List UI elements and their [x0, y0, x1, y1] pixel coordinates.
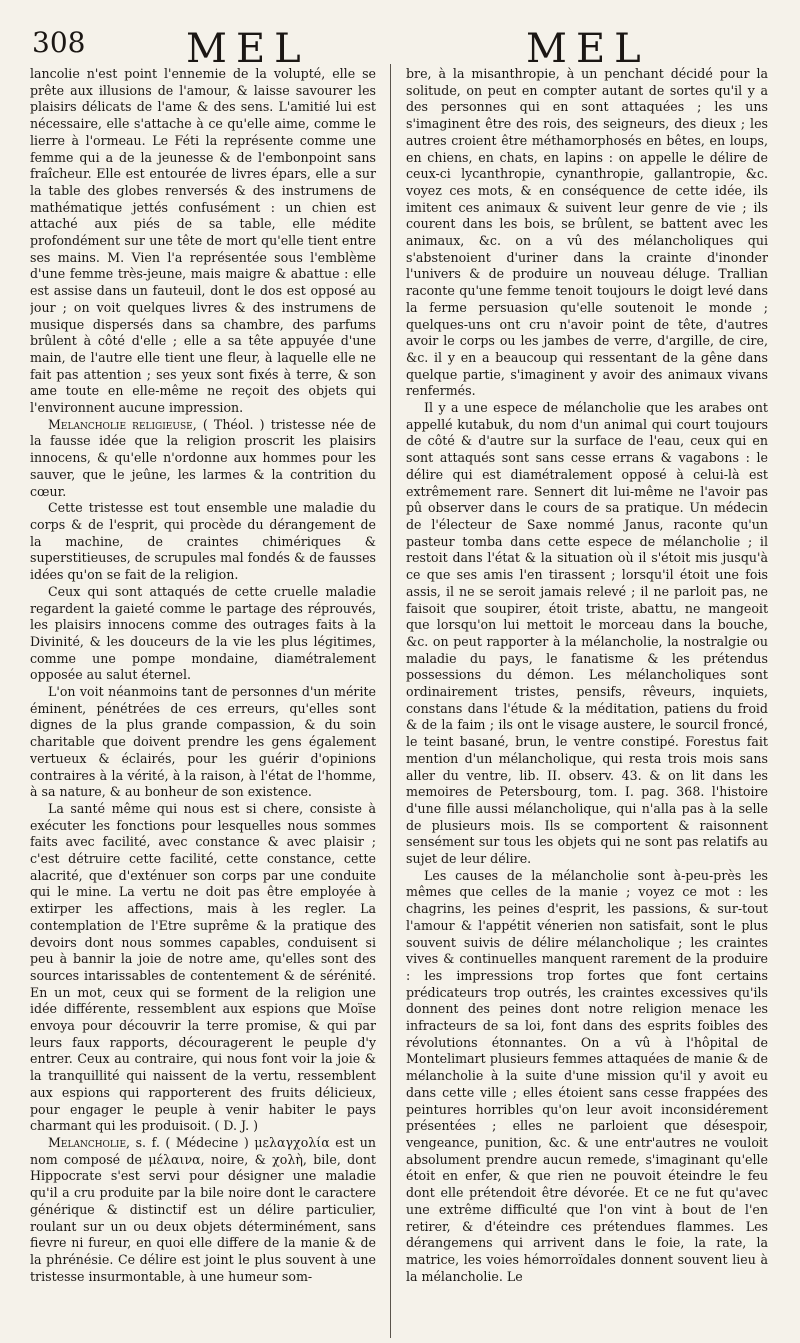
- running-head-right: MEL: [526, 26, 650, 72]
- page-number: 308: [32, 26, 86, 59]
- paragraph-text: Les causes de la mélancholie sont à-peu-près les mêmes que celles de la manie ; voyez ce mot : les chagrins, les peines d'esprit, les passions, & sur-tout l'amour & l'appétit vénerien non satisfait, sont le plus souvent suivis de délire mélancholique ; les craintes vives & continuelles manquent rarement de la produire : les impressions trop fortes que font certains prédicateurs trop outrés, les craintes excessives qu'ils donnent des peines dont notre religion menace les infracteurs de sa loi, font dans des esprits foibles des révolutions étonnantes. On a vû à l'hôpital de Montelimart plusieurs femmes attaquées de manie & de mélancholie à la suite d'une mission qu'il y avoit eu dans cette ville ; elles étoient sans cesse frappées des peintures horribles qu'on leur avoit inconsidérement présentées ; elles ne parloient que désespoir, vengeance, punition, &c. & une entr'autres ne vouloit absolument prendre aucun remede, s'imaginant qu'elle étoit en enfer, & que rien ne pouvoit éteindre le feu dont elle prétendoit être dévorée. Et ce ne fut qu'avec une extrême difficulté que l'on vint à bout de l'en retirer, & d'éteindre ces prétendues flammes. Les dérangemens qui arrivent dans le foie, la rate, la matrice, les voies hémorroïdales donnent souvent lieu à la mélancholie. Le: [406, 867, 768, 1284]
- page-header: [0, 0, 800, 72]
- paragraph: [30, 1135, 376, 1285]
- paragraph-text: Cette tristesse est tout ensemble une maladie du corps & de l'esprit, qui procède du dérangement de la machine, de craintes chimériques & superstitieuses, de scrupules mal fondés & de fausses idées qu'on se fait de la religion.: [30, 500, 376, 583]
- paragraph-text: L'on voit néanmoins tant de personnes d'un mérite éminent, pénétrées de ces erreurs, qu'elles sont dignes de la plus grande compassion, & du soin charitable que doivent prendre les gens également vertueux & éclairés, pour les guérir d'opinions contraires à la vérité, à la raison, à l'état de l'homme, à sa nature, & au bonheur de son existence.: [30, 684, 376, 800]
- paragraph: [30, 801, 376, 1135]
- paragraph: [406, 868, 768, 1286]
- paragraph: [406, 66, 768, 400]
- paragraph: [30, 417, 376, 501]
- paragraph-text: Ceux qui sont attaqués de cette cruelle maladie regardent la gaieté comme le partage des réprouvés, les plaisirs innocens comme des outrages faits à la Divinité, & les douceurs de la vie les plus légitimes, comme une pompe mondaine, diamétralement opposée au salut éternel.: [30, 583, 376, 683]
- paragraph-text: bre, à la misanthropie, à un penchant décidé pour la solitude, on peut en compter autant de sortes qu'il y a des personnes qui en sont attaquées ; les uns s'imaginent être des rois, des seigneurs, des dieux ; les autres croient être méthamorphosés en bêtes, en loups, en chiens, en chats, en lapins : on appelle le délire de ceux-ci lycanthropie, cynanthropie, gallantropie, &c. voyez ces mots, & en conséquence de cette idée, ils imitent ces animaux & suivent leur genre de vie ; ils courent dans les bois, se brûlent, se battent avec les animaux, &c. on a vû des mélancholiques qui s'abstenoient d'uriner dans la crainte d'inonder l'univers & de produire un nouveau déluge. Trallian raconte qu'une femme tenoit toujours le doigt levé dans la ferme persuasion qu'elle soutenoit le monde ; quelques-uns ont cru n'avoir point de tête, d'autres avoir le corps ou les jambes de verre, d'argille, de cire, &c. il y en a beaucoup qui ressentant de la gêne dans quelque partie, s'imaginent y avoir des animaux vivans renfermés.: [406, 66, 768, 399]
- entry-heading: Melancholie,: [48, 1135, 131, 1150]
- paragraph-text: lancolie n'est point l'ennemie de la volupté, elle se prête aux illusions de l'amour, & laisse savourer les plaisirs délicats de l'ame & des sens. L'amitié lui est nécessaire, elle s'attache à ce qu'elle aime, comme le lierre à l'ormeau. Le Féti la représente comme une femme qui a de la jeunesse & de l'embonpoint sans fraîcheur. Elle est entourée de livres épars, elle a sur la table des globes renversés & des instrumens de mathématique jettés confusément : un chien est attaché aux piés de sa table, elle médite profondément sur une tête de mort qu'elle tient entre ses mains. M. Vien l'a représentée sous l'emblème d'une femme très-jeune, mais maigre & abattue : elle est assise dans un fauteuil, dont le dos est opposé au jour ; on voit quelques livres & des instrumens de musique dispersés dans sa chambre, des parfums brûlent à côté d'elle ; elle a sa tête appuyée d'une main, de l'autre elle tient une fleur, à laquelle elle ne fait pas attention ; ses yeux sont fixés à terre, & son ame toute en elle-même ne reçoit des objets qui l'environnent aucune impression.: [30, 66, 376, 416]
- paragraph-text: s. f. ( Médecine ) μελαγχολία est un nom composé de μέλαινα, noire, & χολὴ, bile, dont Hippocrate s'est servi pour désigner une maladie qu'il a cru produite par la bile noire dont le caractere générique & distinctif est un délire particulier, roulant sur un ou deux objets déterminément, sans fievre ni fureur, en quoi elle differe de la manie & de la phrénésie. Ce délire est joint le plus souvent à une tristesse insurmontable, à une humeur som-: [30, 1135, 376, 1284]
- paragraph: [30, 684, 376, 801]
- paragraph-text: La santé même qui nous est si chere, consiste à exécuter les fonctions pour lesquelles nous sommes faits avec facilité, avec constance & avec plaisir ; c'est détruire cette facilité, cette constance, cette alacrité, que d'exténuer son corps par une conduite qui le mine. La vertu ne doit pas être employée à extirper les affections, mais à les regler. La contemplation de l'Etre suprême & la pratique des devoirs dont nous sommes capables, conduisent si peu à bannir la joie de notre ame, qu'elles sont des sources intarissables de contentement & de sérénité. En un mot, ceux qui se forment de la religion une idée différente, ressemblent aux espions que Moïse envoya pour découvrir la terre promise, & qui par leurs faux rapports, découragerent le peuple d'y entrer. Ceux au contraire, qui nous font voir la joie & la tranquillité qui naissent de la vertu, ressemblent aux espions qui rapporterent des fruits délicieux, pour engager le peuple à venir habiter le pays charmant qui les produisoit. ( D. J. ): [30, 800, 376, 1134]
- paragraph: [406, 400, 768, 868]
- entry-heading: Melancholie religieuse,: [48, 416, 197, 432]
- paragraph: [30, 500, 376, 584]
- paragraph-text: ( Théol. ) tristesse née de la fausse idée que la religion proscrit les plaisirs innocens, & qu'elle n'ordonne aux hommes pour les sauver, que le jeûne, les larmes & la contrition du cœur.: [30, 416, 376, 499]
- column-divider: [390, 64, 391, 1338]
- right-column: [406, 66, 768, 1338]
- paragraph-text: Il y a une espece de mélancholie que les arabes ont appellé kutabuk, du nom d'un animal qui court toujours de côté & d'autre sur la surface de l'eau, ceux qui en sont attaqués sont sans cesse errans & vagabons : le délire qui est diamétralement opposé à celui-là est extrêmement rare. Sennert dit lui-même ne l'avoir pas pû observer dans le cours de sa pratique. Un médecin de l'électeur de Saxe nommé Janus, raconte qu'un pasteur tomba dans cette espece de mélancholie ; il restoit dans l'état & la situation où il s'étoit mis jusqu'à ce que ses amis l'en tirassent ; lorsqu'il étoit une fois assis, il ne se seroit jamais relevé ; il ne parloit pas, ne faisoit que soupirer, étoit triste, abattu, ne mangeoit que lorsqu'on lui mettoit le morceau dans la bouche, &c. on peut rapporter à la mélancholie, la nostralgie ou maladie du pays, le fanatisme & les prétendus possessions du démon. Les mélancholiques sont ordinairement tristes, pensifs, rêveurs, inquiets, constans dans l'étude & la méditation, patiens du froid & de la faim ; ils ont le visage austere, le sourcil froncé, le teint basané, brun, le ventre constipé. Forestus fait mention d'un mélancholique, qui resta trois mois sans aller du ventre, lib. II. observ. 43. & on lit dans les memoires de Petersbourg, tom. I. pag. 368. l'histoire d'une fille aussi mélancholique, qui n'alla pas à la selle de plusieurs mois. Ils se comportent & raisonnent sensément sur tous les objets qui ne sont pas relatifs au sujet de leur délire.: [406, 400, 768, 867]
- paragraph: [30, 66, 376, 417]
- paragraph: [30, 584, 376, 684]
- left-column: [30, 66, 376, 1338]
- running-head-left: MEL: [186, 26, 310, 72]
